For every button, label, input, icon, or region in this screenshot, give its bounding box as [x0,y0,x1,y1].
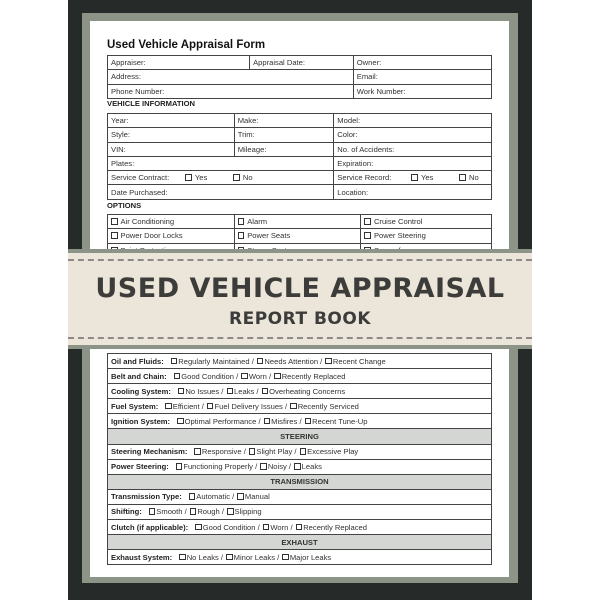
checkbox-icon[interactable] [264,418,271,425]
mileage-field: Mileage: [234,142,334,156]
form-title: Used Vehicle Appraisal Form [107,39,266,51]
vin-field: VIN: [108,142,235,156]
checkbox-icon[interactable] [177,418,184,425]
inspection-option[interactable]: Slight Play [248,447,292,456]
checkbox-icon[interactable] [111,232,118,239]
stitch-line-top [68,259,532,261]
separator: / [266,371,274,381]
checkbox-icon[interactable] [249,448,256,455]
option-item[interactable]: Alarm [234,215,361,229]
checkbox-icon[interactable] [296,524,303,531]
service-contract-yes[interactable]: Yes [185,173,207,182]
inspection-cell [108,414,492,429]
checkbox-icon[interactable] [300,448,307,455]
work-number-field: Work Number: [353,84,491,98]
inspection-cell [108,459,492,474]
section-header: TRANSMISSION [108,474,492,489]
checkbox-icon[interactable] [171,358,178,365]
inspection-option[interactable]: Recently Serviced [289,402,359,411]
inspection-row [108,489,492,504]
stitch-line-bottom [68,337,532,339]
inspection-row [108,384,492,399]
service-record-no[interactable]: No [459,173,478,182]
separator: / [282,401,290,411]
owner-field: Owner: [353,56,491,70]
separator: / [256,416,263,426]
checkbox-icon[interactable] [111,218,118,225]
inspection-option[interactable]: Rough [189,507,220,516]
checkbox-icon[interactable] [364,232,371,239]
inspection-label: Cooling System: [111,386,171,396]
model-field: Model: [334,114,492,128]
separator: / [249,356,256,366]
inspection-option[interactable]: Automatic [188,492,230,501]
checkbox-icon[interactable] [233,174,240,181]
inspection-option[interactable]: Worn [262,523,289,532]
inspection-option[interactable]: Recent Change [324,357,385,366]
title-banner [68,249,532,349]
inspection-row [108,444,492,459]
section-header: STEERING [108,429,492,444]
separator: / [255,522,262,532]
inspection-cell [108,550,492,565]
inspection-label: Exhaust System: [111,552,173,562]
phone-field: Phone Number: [108,84,354,98]
option-item[interactable]: Power Seats [234,229,361,243]
separator: / [297,416,304,426]
inspection-row [108,550,492,565]
inspection-row [108,399,492,414]
separator: / [288,522,295,532]
option-item[interactable]: Power Steering [361,229,492,243]
service-record-field [334,171,492,185]
checkbox-icon[interactable] [207,403,214,410]
inspection-option[interactable]: Leaks [293,462,322,471]
inspection-option[interactable]: Excessive Play [299,447,359,456]
checkbox-icon[interactable] [227,388,234,395]
inspection-label: Oil and Fluids: [111,356,164,366]
inspection-table [107,353,492,565]
inspection-row [108,354,492,369]
checkbox-icon[interactable] [227,508,234,515]
separator: / [230,492,237,502]
address-field: Address: [108,70,354,84]
inspection-label: Transmission Type: [111,492,182,502]
checkbox-icon[interactable] [274,373,281,380]
banner-title: USED VEHICLE APPRAISAL [95,273,505,304]
separator: / [199,401,206,411]
appraiser-field: Appraiser: [108,56,250,70]
options-heading: OPTIONS [107,201,142,210]
inspection-label: Fuel System: [111,401,159,411]
inspection-option[interactable]: Efficient [164,402,199,411]
inspection-option[interactable]: Recently Replaced [295,523,367,532]
inspection-option[interactable]: Needs Attention [256,357,318,366]
checkbox-icon[interactable] [294,463,301,470]
inspection-option[interactable]: Overheating Concerns [261,387,345,396]
separator: / [318,356,325,366]
separator: / [182,507,189,517]
checkbox-icon[interactable] [282,554,289,561]
checkbox-icon[interactable] [290,403,297,410]
checkbox-icon[interactable] [226,554,233,561]
inspection-label: Clutch (if applicable): [111,522,189,532]
separator: / [254,386,261,396]
inspection-option[interactable]: Worn [240,372,267,381]
service-contract-field [108,171,334,185]
checkbox-icon[interactable] [262,388,269,395]
checkbox-icon[interactable] [185,174,192,181]
inspection-row [108,459,492,474]
separator: / [233,371,241,381]
checkbox-icon[interactable] [411,174,418,181]
checkbox-icon[interactable] [257,358,264,365]
inspection-row [108,414,492,429]
steering-header [108,429,492,444]
location-field: Location: [334,185,492,199]
inspection-option[interactable]: Fuel Delivery Issues [206,402,283,411]
service-record-label: Service Record: [337,173,392,183]
inspection-option[interactable]: Optimal Performance [176,417,256,426]
inspection-cell [108,369,492,384]
checkbox-icon[interactable] [238,232,245,239]
make-field: Make: [234,114,334,128]
separator: / [292,447,299,457]
inspection-option[interactable]: Regularly Maintained [170,357,250,366]
contact-table [107,55,492,99]
vehicle-info-table [107,113,492,200]
checkbox-icon[interactable] [238,218,245,225]
trim-field: Trim: [234,128,334,142]
inspection-cell [108,399,492,414]
inspection-label: Ignition System: [111,416,171,426]
checkbox-icon[interactable] [165,403,172,410]
checkbox-icon[interactable] [190,508,197,515]
separator: / [219,386,226,396]
exhaust-header [108,535,492,550]
checkbox-icon[interactable] [195,524,202,531]
separator: / [218,552,226,562]
accidents-field: No. of Accidents: [334,142,492,156]
separator: / [252,462,260,472]
inspection-label: Belt and Chain: [111,371,167,381]
option-item[interactable]: Cruise Control [361,215,492,229]
checkbox-icon[interactable] [305,418,312,425]
inspection-option[interactable]: Recently Replaced [273,372,345,381]
checkbox-icon[interactable] [179,554,186,561]
inspection-cell [108,504,492,519]
inspection-option[interactable]: Minor Leaks [225,553,275,562]
service-contract-no[interactable]: No [233,173,252,182]
checkbox-icon[interactable] [241,373,248,380]
inspection-option[interactable]: Noisy [259,462,287,471]
plates-field: Plates: [108,156,334,170]
inspection-cell [108,489,492,504]
service-contract-label: Service Contract: [111,173,170,183]
checkbox-icon[interactable] [178,388,185,395]
separator: / [275,552,282,562]
inspection-row [108,369,492,384]
banner-ribbon [68,253,532,345]
separator: / [241,447,248,457]
checkbox-icon[interactable] [149,508,156,515]
inspection-option[interactable]: Manual [236,492,269,501]
inspection-label: Power Steering: [111,462,169,472]
option-item[interactable]: Power Door Locks [108,229,235,243]
inspection-row [108,504,492,519]
vehicle-info-heading: VEHICLE INFORMATION [107,99,196,108]
expiration-field: Expiration: [334,156,492,170]
color-field: Color: [334,128,492,142]
inspection-option[interactable]: Good Condition [173,372,234,381]
inspection-option[interactable]: Major Leaks [281,553,331,562]
checkbox-icon[interactable] [260,463,267,470]
appraisal-date-field: Appraisal Date: [250,56,354,70]
transmission-header [108,474,492,489]
email-field: Email: [353,70,491,84]
inspection-row [108,520,492,535]
inspection-label: Steering Mechanism: [111,447,188,457]
inspection-option[interactable]: Good Condition [194,523,255,532]
separator: / [286,462,294,472]
inspection-option[interactable]: Responsive [193,447,241,456]
inspection-option[interactable]: No Leaks [178,553,219,562]
checkbox-icon[interactable] [237,493,244,500]
inspection-cell [108,444,492,459]
inspection-option[interactable]: Smooth [148,507,183,516]
year-field: Year: [108,114,235,128]
inspection-option[interactable]: Functioning Properly [175,462,253,471]
checkbox-icon[interactable] [176,463,183,470]
checkbox-icon[interactable] [325,358,332,365]
inspection-label: Shifting: [111,507,142,517]
checkbox-icon[interactable] [174,373,181,380]
service-record-yes[interactable]: Yes [411,173,433,182]
inspection-option[interactable]: Slipping [226,507,262,516]
banner-subtitle: REPORT BOOK [229,309,371,329]
checkbox-icon[interactable] [194,448,201,455]
separator: / [219,507,227,517]
inspection-cell [108,520,492,535]
checkbox-icon[interactable] [364,218,371,225]
date-purchased-field: Date Purchased: [108,185,334,199]
checkbox-icon[interactable] [459,174,466,181]
inspection-cell [108,384,492,399]
option-item[interactable]: Air Conditioning [108,215,235,229]
inspection-option[interactable]: No Issues [177,387,219,396]
inspection-option[interactable]: Recent Tune-Up [304,417,368,426]
section-header: EXHAUST [108,535,492,550]
inspection-cell [108,354,492,369]
inspection-option[interactable]: Leaks [226,387,255,396]
inspection-option[interactable]: Misfires [263,417,298,426]
checkbox-icon[interactable] [263,524,270,531]
style-field: Style: [108,128,235,142]
checkbox-icon[interactable] [189,493,196,500]
